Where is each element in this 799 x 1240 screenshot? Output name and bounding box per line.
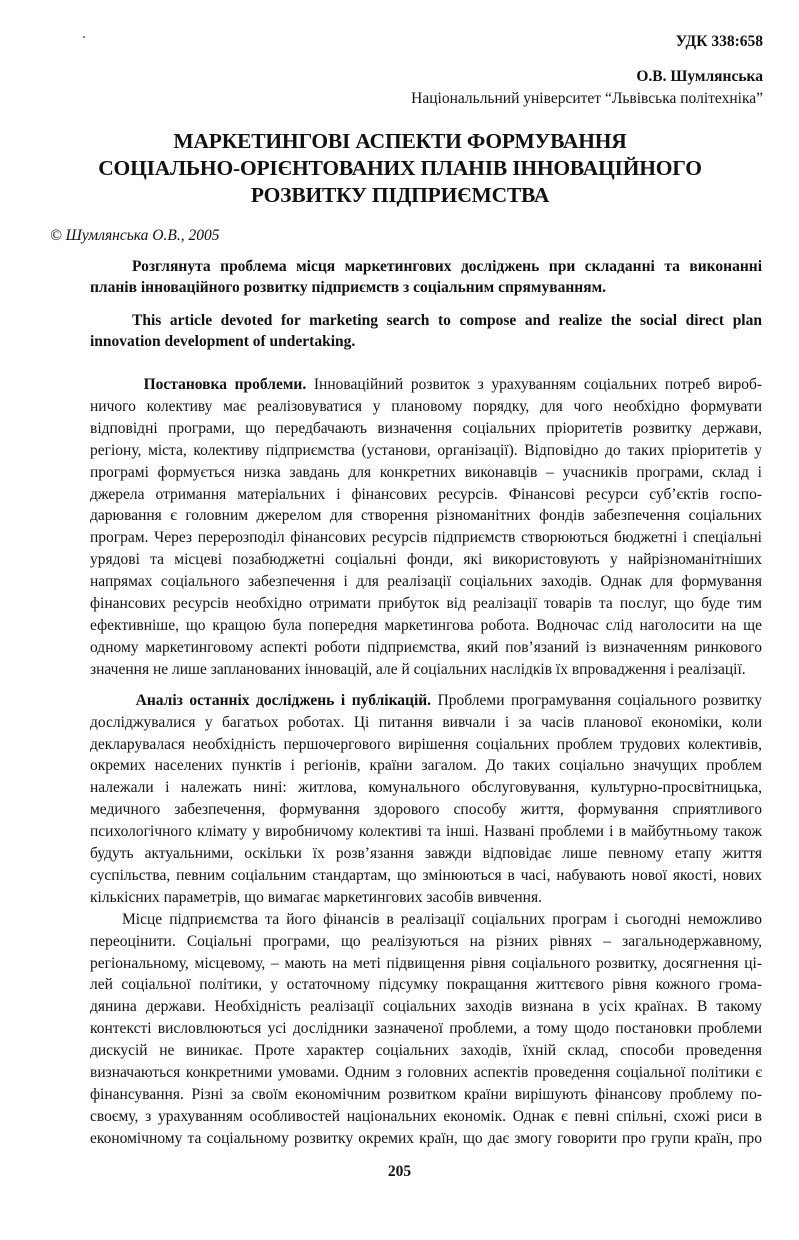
body-line: кількісних параметрів, що вимагає маркетингових засобів вивчення.: [90, 888, 542, 906]
body-line: окремих населених пунктів і регіонів, країни загалом. До таких соціально значущих проблем: [90, 757, 762, 775]
body-line: належали і належать нині: житлова, комунального обслуговування, культурно-просвітницька,: [90, 779, 762, 797]
body-line: значення не лише запланованих інновацій, але й соціальних наслідків їх впровадження і реалізації.: [90, 660, 746, 678]
page-number: 205: [387, 1163, 412, 1180]
body-line: програмі формується низка завдань для конкретних виконавців – учасників програми, склад і: [90, 463, 762, 481]
article-body: [90, 374, 762, 1150]
title-line: МАРКЕТИНГОВІ АСПЕКТИ ФОРМУВАННЯ: [173, 129, 627, 153]
body-line: досліджувалися у багатьох роботах. Ці питання вивчали і за часів планової економіки, коли: [90, 713, 762, 731]
body-line: фінансування. Різні за своїм економічним розвитком країни вирішують фінансову проблему по-: [90, 1086, 762, 1103]
body-line: лей соціальної політики, у остаточному підсумку покращання життєвого рівня кожного грома-: [90, 976, 762, 994]
body-line: дянина держави. Необхідність реалізації соціальних заходів визнана в усіх країнах. В такому: [90, 998, 762, 1016]
section-heading-problem: Постановка проблеми.: [143, 376, 307, 393]
paragraph-literature-review: [90, 690, 762, 909]
body-line: Місце підприємства та його фінансів в реалізації соціальних програм і сьогодні неможливо: [122, 910, 762, 928]
body-line: економічному та соціальному розвитку окремих країн, що дає змогу говорити про групи країн, про: [90, 1129, 762, 1147]
body-line: напрямах соціального забезпечення і для реалізації соціальних заходів. Однак для формування: [90, 573, 762, 591]
body-line: суспільства, певним соціальним стандартам, що змінюються в часі, набувають нової якості, нових: [90, 866, 762, 884]
body-line: медичного забезпечення, формування здорового способу життя, формування сприятливого: [90, 801, 762, 819]
body-line: контексті висловлюються усі дослідники зазначеної проблеми, а тому щодо постановки проблеми: [90, 1020, 762, 1038]
body-line: ничого колективу має реалізовуватися у плановому порядку, для чого необхідно формувати: [90, 397, 762, 415]
body-line: програм. Через перерозподіл фінансових ресурсів підприємств створюються бюджетні і спеціальні: [90, 529, 762, 547]
body-line: Постановка проблеми. Інноваційний розвиток з урахуванням соціальних потреб вироб-: [143, 376, 763, 393]
body-line: ефективніше, що кращою була попередня маркетингова робота. Водночас слід наголосити на ще: [90, 616, 762, 634]
body-line: декларувалася необхідність першочергового вирішення соціальних проблем трудових колективів,: [90, 735, 762, 753]
body-line: регіону, міста, колективу підприємства (установи, організації). Відповідно до таких пріоритетів у: [90, 441, 762, 459]
title-line: РОЗВИТКУ ПІДПРИЄМСТВА: [250, 183, 550, 207]
body-line: фінансових ресурсів необхідно отримати прибуток від реалізації товарів та послуг, що буде тим: [90, 595, 762, 613]
title-line: СОЦІАЛЬНО-ОРІЄНТОВАНИХ ПЛАНІВ ІННОВАЦІЙНОГО: [98, 156, 702, 180]
body-line: дискусій не виникає. Проте характер соціальних заходів, їхній склад, способи проведення: [90, 1042, 762, 1060]
scan-speck: [83, 36, 85, 38]
body-line: визначаються конкретними умовами. Одним з головних аспектів проведення соціальної політики є: [90, 1064, 762, 1082]
abstract-english: This article devoted for marketing search to compose and realize the social direct plan innovation development of undertaking.: [90, 312, 762, 350]
body-line: Аналіз останніх досліджень і публікацій. Проблеми програмування соціального розвитку: [135, 691, 762, 709]
body-line: психологічного клімату у виробничому колективі та інші. Названі проблеми і в майбутньому також: [90, 823, 762, 841]
body-line: своєму, з урахуванням особливостей національних економік. Однак є певні спільні, схожі риси в: [90, 1107, 762, 1125]
abstract-ukrainian: Розглянута проблема місця маркетингових досліджень при складанні та виконанні планів інноваційного розвитку підприємств з соціальним спрямуванням.: [90, 258, 762, 296]
section-heading-analysis: Аналіз останніх досліджень і публікацій.: [135, 691, 432, 709]
body-line: переоцінити. Соціальні програми, що реалізуються на різних рівнях – загальнодержавному,: [90, 932, 762, 950]
article-title: [60, 128, 740, 209]
body-line: дарювання є головним джерелом для створення різноманітних фондів забезпечення соціальних: [90, 507, 762, 525]
udk-code: УДК 338:658: [675, 33, 763, 50]
copyright-notice: © Шумлянська О.В., 2005: [50, 227, 220, 244]
paragraph-problem-statement: [90, 374, 762, 681]
body-line: одному маркетинговому аспекті роботи підприємства, який пов’язаний із визначенням ринкового: [90, 638, 762, 656]
body-line: відповідні програми, що передбачають визначення соціальних пріоритетів розвитку держави,: [90, 419, 762, 437]
author-affiliation: Національльний університет “Львівська політехніка”: [411, 90, 763, 107]
body-line: будуть актуальними, оскільки їх розв’язання завжди відповідає лише певному етапу життя: [90, 845, 762, 863]
body-line: регіональному, місцевому, – мають на меті підвищення рівня соціального розвитку, досягнення ці-: [90, 954, 762, 972]
author-name: О.В. Шумлянська: [636, 68, 763, 85]
paragraph-enterprise-role: [90, 909, 762, 1150]
body-line: джерела отримання матеріальних і фінансових ресурсів. Фінансові ресурси суб’єктів госпо-: [90, 485, 762, 503]
body-line: урядові та місцеві позабюджетні соціальні фонди, які використовують у найрізноманітніших: [90, 551, 762, 569]
